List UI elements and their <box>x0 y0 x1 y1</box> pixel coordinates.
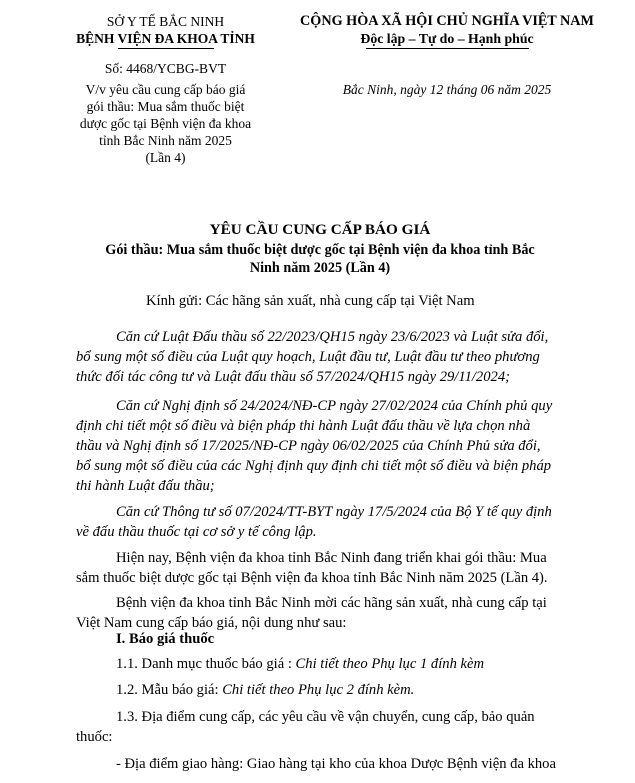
item-label: 1.1. Danh mục thuốc báo giá : <box>116 656 296 672</box>
basis-line: thầu và Nghị định số 17/2025/NĐ-CP ngày 06/02/2025 của Chính Phủ sửa đổi, <box>76 438 541 454</box>
hospital-underline <box>118 48 214 49</box>
document-number: Số: 4468/YCBG-BVT <box>104 61 227 76</box>
package-title: Ninh năm 2025 (Lần 4) <box>249 260 391 276</box>
place-and-date: Bắc Ninh, ngày 12 tháng 06 năm 2025 <box>342 82 552 97</box>
list-item-1-1 <box>116 655 484 674</box>
section-heading: I. Báo giá thuốc <box>116 631 215 647</box>
basis-line: về đấu thầu thuốc tại cơ sở y tế công lập. <box>76 524 317 540</box>
intro-paragraph-line: Bệnh viện đa khoa tỉnh Bắc Ninh mời các hãng sản xuất, nhà cung cấp tại <box>116 595 547 611</box>
intro-paragraph-line: Hiện nay, Bệnh viện đa khoa tỉnh Bắc Ninh đang triển khai gói thầu: Mua <box>116 550 547 566</box>
motto-underline <box>366 48 529 49</box>
basis-line: Căn cứ Nghị định số 24/2024/NĐ-CP ngày 27/02/2024 của Chính phủ quy <box>116 398 553 414</box>
intro-paragraph-line: sắm thuốc biệt dược gốc tại Bệnh viện đa khoa tỉnh Bắc Ninh năm 2025 (Lần 4). <box>76 570 548 586</box>
basis-line: thi hành Luật đấu thầu; <box>76 478 215 494</box>
list-item-1-3: 1.3. Địa điểm cung cấp, các yêu cầu về vận chuyển, cung cấp, bảo quản <box>116 709 535 725</box>
subject-line: gói thầu: Mua sắm thuốc biệt <box>86 99 245 114</box>
delivery-line: - Địa điểm giao hàng: Giao hàng tại kho của khoa Dược Bệnh viện đa khoa <box>116 756 556 772</box>
basis-line: thức đối tác công tư và Luật đấu thầu số 57/2024/QH15 ngày 29/11/2024; <box>76 369 510 385</box>
basis-line: bổ sung một số điều của các Nghị định quy định chi tiết một số điều và biện pháp <box>76 458 552 474</box>
list-item-1-2 <box>116 681 414 700</box>
subject-line: tỉnh Bắc Ninh năm 2025 <box>99 133 232 148</box>
subject-line: dược gốc tại Bệnh viện đa khoa <box>79 116 252 131</box>
hospital-name: BỆNH VIỆN ĐA KHOA TỈNH <box>76 31 255 46</box>
document-title: YÊU CẦU CUNG CẤP BÁO GIÁ <box>209 221 431 238</box>
subject-line: V/v yêu cầu cung cấp báo giá <box>85 82 246 97</box>
item-value: Chi tiết theo Phụ lục 1 đính kèm <box>295 656 485 672</box>
item-label: 1.2. Mẫu báo giá: <box>116 682 223 698</box>
ministry-name: SỞ Y TẾ BẮC NINH <box>106 14 225 29</box>
package-title: Gói thầu: Mua sắm thuốc biệt dược gốc tại Bệnh viện đa khoa tỉnh Bắc <box>105 242 535 258</box>
basis-line: định chi tiết một số điều và biện pháp thi hành Luật đấu thầu về lựa chọn nhà <box>76 418 531 434</box>
country-name: CỘNG HÒA XÃ HỘI CHỦ NGHĨA VIỆT NAM <box>300 13 594 29</box>
basis-line: Căn cứ Thông tư số 07/2024/TT-BYT ngày 17/5/2024 của Bộ Y tế quy định <box>116 504 552 520</box>
national-motto: Độc lập – Tự do – Hạnh phúc <box>360 31 534 46</box>
recipient-line: Kính gửi: Các hãng sản xuất, nhà cung cấp tại Việt Nam <box>146 293 475 309</box>
intro-paragraph-line: Việt Nam cung cấp báo giá, nội dung như sau: <box>76 615 347 631</box>
item-value: Chi tiết theo Phụ lục 2 đính kèm. <box>222 682 415 698</box>
subject-line: (Lần 4) <box>145 150 186 165</box>
basis-line: bổ sung một số điều của Luật quy hoạch, Luật đầu tư, Luật đầu tư theo phương <box>76 349 540 365</box>
list-item-1-3-cont: thuốc: <box>76 729 113 745</box>
basis-line: Căn cứ Luật Đấu thầu số 22/2023/QH15 ngày 23/6/2023 và Luật sửa đổi, <box>116 329 549 345</box>
